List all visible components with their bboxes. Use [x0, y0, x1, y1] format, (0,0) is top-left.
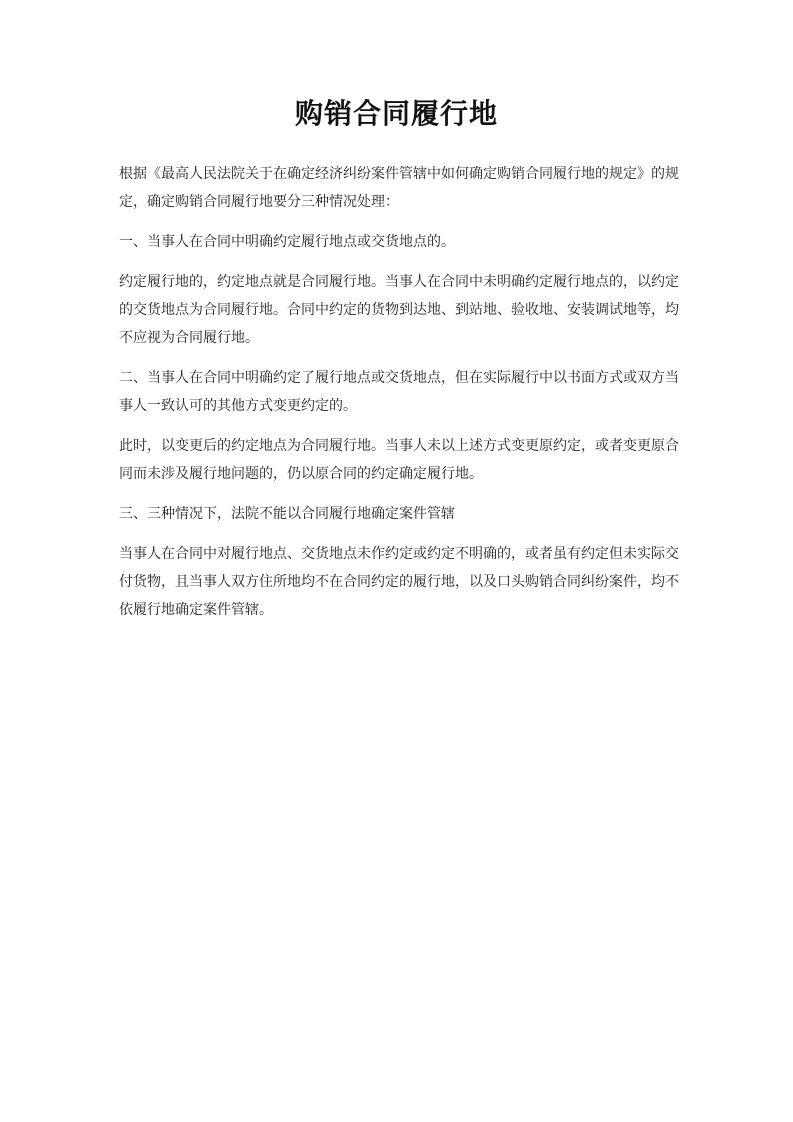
section-paragraph-1: 约定履行地的，约定地点就是合同履行地。当事人在合同中未明确约定履行地点的，以约定的交货地点为合同履行地。合同中约定的货物到达地、到站地、验收地、安装调试地等，均不应视为合同履行地。 [119, 274, 679, 346]
section-paragraph-2: 此时，以变更后的约定地点为合同履行地。当事人未以上述方式变更原约定，或者变更原合同而未涉及履行地问题的，仍以原合同的约定确定履行地。 [119, 438, 679, 482]
section-heading-3: 三、三种情况下，法院不能以合同履行地确定案件管辖 [119, 506, 455, 522]
intro-paragraph: 根据《最高人民法院关于在确定经济纠纷案件管辖中如何确定购销合同履行地的规定》的规定，确定购销合同履行地要分三种情况处理： [119, 166, 679, 210]
document-title: 购销合同履行地 [294, 97, 498, 130]
section-paragraph-3: 当事人在合同中对履行地点、交货地点未作约定或约定不明确的，或者虽有约定但未实际交付货物，且当事人双方住所地均不在合同约定的履行地，以及口头购销合同纠纷案件，均不依履行地确定案件管辖。 [119, 546, 679, 618]
section-heading-2: 二、当事人在合同中明确约定了履行地点或交货地点，但在实际履行中以书面方式或双方当事人一致认可的其他方式变更约定的。 [119, 370, 679, 414]
section-heading-1: 一、当事人在合同中明确约定履行地点或交货地点的。 [119, 234, 455, 250]
document-body [119, 160, 679, 636]
